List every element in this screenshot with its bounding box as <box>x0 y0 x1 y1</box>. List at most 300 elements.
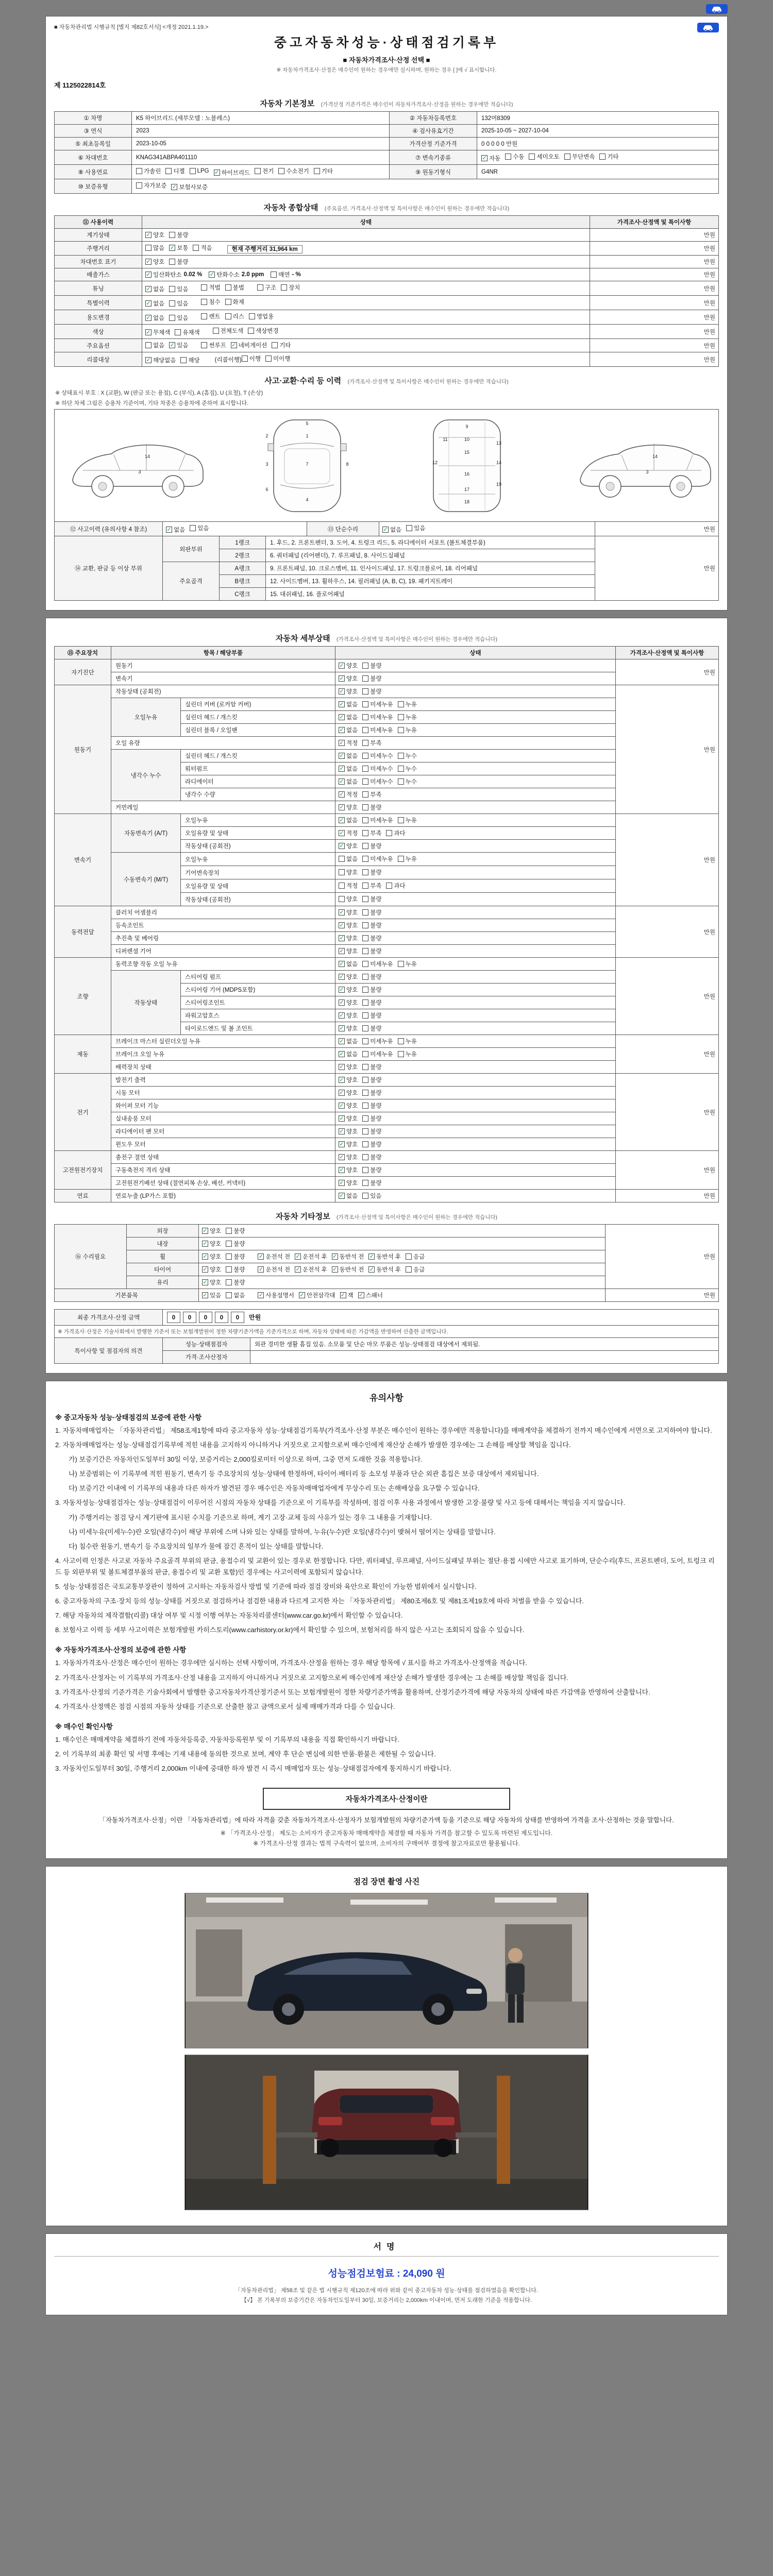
checkbox-box <box>529 154 535 160</box>
option-group <box>145 356 205 364</box>
checkbox-유채색[interactable] <box>175 328 199 336</box>
checkbox-box <box>398 1051 404 1057</box>
checkbox-양호[interactable] <box>339 1011 358 1020</box>
checkbox-label: 불량 <box>370 1103 382 1109</box>
checkbox-양호[interactable] <box>339 842 358 850</box>
option-group <box>339 998 386 1007</box>
checkbox-부족[interactable] <box>362 790 381 799</box>
checkbox-스패너[interactable] <box>358 1291 383 1299</box>
checkbox-적정[interactable] <box>339 739 358 747</box>
checkbox-보통[interactable] <box>169 244 188 252</box>
checkbox-없음[interactable] <box>339 1037 358 1045</box>
checkbox-있음[interactable] <box>169 314 188 322</box>
price-cell: 만원 <box>590 268 719 281</box>
checkbox-응급[interactable] <box>406 1265 425 1274</box>
checkbox-전체도색[interactable] <box>213 327 243 335</box>
checkbox-썬루프[interactable] <box>201 341 226 349</box>
checkbox-양호[interactable] <box>339 662 358 670</box>
diagram-part-number: 1 <box>306 433 309 438</box>
checkbox-label: 부족 <box>370 883 382 889</box>
checkbox-label: 디젤 <box>173 168 185 175</box>
checkbox-없음[interactable] <box>339 960 358 968</box>
part-label: 충전구 절연 상태 <box>111 1151 335 1164</box>
rank-parts: 6. 쿼터패널 (리어펜더), 7. 루프패널, 8. 사이드실패널 <box>266 549 595 562</box>
checkbox-구조[interactable] <box>257 283 276 292</box>
basic-section-header <box>54 98 719 109</box>
checkbox-있음[interactable] <box>190 524 209 532</box>
field-value: 0 0 0 0 0 만원 <box>477 138 719 150</box>
checkbox-무채색[interactable] <box>145 328 170 336</box>
checkbox-label: 이행 <box>249 356 261 362</box>
checkbox-양호[interactable] <box>339 998 358 1007</box>
checkbox-불량[interactable] <box>226 1227 245 1235</box>
checkbox-label: 없음 <box>346 715 358 721</box>
checkbox-label: 불량 <box>370 689 382 695</box>
checkbox-영업용[interactable] <box>249 312 274 320</box>
checkbox-미세누유[interactable] <box>362 726 393 734</box>
checkbox-양호[interactable] <box>339 1179 358 1187</box>
checkbox-매연[interactable] <box>271 270 303 279</box>
doc-number: 제 1125022814호 <box>54 81 106 89</box>
checkbox-동반석 후[interactable] <box>368 1265 401 1274</box>
checkbox-box <box>165 168 172 174</box>
exchange-panel-label: ⑭ 교환, 판금 등 이상 부위 <box>55 536 163 601</box>
price-cell: 만원 <box>590 242 719 256</box>
checkbox-보험사보증[interactable] <box>171 183 208 191</box>
notice-item: 5. 성능·상태점검은 국토교통부장관이 정하여 고시하는 자동차검사 방법 및 기준에 따라 점검 장비와 육안으로 확인이 가능한 범위에서 실시합니다. <box>55 1583 477 1591</box>
checkbox-label: 누수 <box>405 766 417 772</box>
checkbox-불량[interactable] <box>362 908 381 917</box>
checkbox-운전석 후[interactable] <box>295 1252 327 1261</box>
checkbox-양호[interactable] <box>339 1076 358 1084</box>
checkbox-양호[interactable] <box>202 1278 221 1286</box>
checkbox-불량[interactable] <box>362 895 381 903</box>
checkbox-양호[interactable] <box>339 803 358 811</box>
checkbox-없음[interactable] <box>339 1050 358 1058</box>
checkbox-label: 양호 <box>346 896 358 903</box>
checkbox-안전삼각대[interactable] <box>299 1291 335 1299</box>
checkbox-양호[interactable] <box>339 973 358 981</box>
checkbox-양호[interactable] <box>339 1140 358 1148</box>
checkbox-box <box>599 154 606 160</box>
checkbox-미세누수[interactable] <box>362 752 393 760</box>
checkbox-적법[interactable] <box>201 283 220 292</box>
checkbox-양호[interactable] <box>339 1127 358 1136</box>
checkbox-미세누수[interactable] <box>362 777 393 786</box>
checkbox-불량[interactable] <box>362 973 381 981</box>
checkbox-잭[interactable] <box>340 1291 354 1299</box>
checkbox-box: ✓ <box>339 1167 344 1173</box>
car-damage-diagram <box>54 409 719 521</box>
checkbox-불량[interactable] <box>362 1089 381 1097</box>
checkbox-장치[interactable] <box>281 283 300 292</box>
checkbox-많음[interactable] <box>145 244 164 252</box>
diagram-part-number: 2 <box>265 433 268 438</box>
checkbox-box: ✓ <box>359 1292 364 1298</box>
checkbox-label: 미세누유 <box>370 856 393 862</box>
checkbox-양호[interactable] <box>339 921 358 929</box>
checkbox-label: 안전삼각대 <box>306 1293 335 1299</box>
checkbox-box <box>398 856 404 862</box>
state-cell <box>335 827 616 840</box>
checkbox-수소전기[interactable] <box>278 167 309 175</box>
checkbox-없음[interactable] <box>339 700 358 708</box>
checkbox-양호[interactable] <box>339 1063 358 1071</box>
checkbox-value: 2.0 ppm <box>241 272 264 278</box>
option-group <box>202 1265 249 1274</box>
checkbox-불량[interactable] <box>362 842 381 850</box>
checkbox-box <box>281 284 287 291</box>
checkbox-동반석 후[interactable] <box>368 1252 401 1261</box>
checkbox-불법[interactable] <box>225 283 244 292</box>
checkbox-색상변경[interactable] <box>248 327 278 335</box>
checkbox-불량[interactable] <box>362 1153 381 1161</box>
checkbox-자동[interactable] <box>481 154 500 162</box>
checkbox-누수[interactable] <box>398 752 417 760</box>
diagram-part-number: 19 <box>496 482 502 487</box>
checkbox-부족[interactable] <box>362 829 381 837</box>
checkbox-적정[interactable] <box>339 829 358 837</box>
checkbox-label: 양호 <box>346 1167 358 1174</box>
state-cell <box>335 945 616 958</box>
field-label: ⑤ 최초등록일 <box>55 138 132 150</box>
checkbox-불량[interactable] <box>362 868 381 876</box>
checkbox-없음[interactable] <box>339 1192 358 1200</box>
checkbox-box <box>362 909 368 916</box>
checkbox-기타[interactable] <box>599 152 618 161</box>
checkbox-양호[interactable] <box>339 1166 358 1174</box>
checkbox-미이행[interactable] <box>265 354 290 363</box>
checkbox-누유[interactable] <box>398 700 417 708</box>
checkbox-LPG[interactable] <box>190 168 209 174</box>
checkbox-디젤[interactable] <box>165 167 184 175</box>
checkbox-자가보증[interactable] <box>136 181 166 190</box>
rank-label: 1랭크 <box>220 536 266 549</box>
checkbox-없음[interactable] <box>339 765 358 773</box>
price-cell: 만원 <box>606 1225 719 1289</box>
checkbox-label: 양호 <box>346 1103 358 1109</box>
checkbox-하이브리드[interactable] <box>214 168 250 177</box>
inspection-photo-2 <box>184 2055 589 2210</box>
checkbox-없음[interactable] <box>339 816 358 824</box>
checkbox-양호[interactable] <box>339 687 358 696</box>
checkbox-렌트[interactable] <box>201 312 220 320</box>
price-cell: 만원 <box>616 814 719 906</box>
checkbox-미세누유[interactable] <box>362 816 393 824</box>
checkbox-양호[interactable] <box>339 895 358 903</box>
checkbox-수동[interactable] <box>505 152 524 161</box>
checkbox-불량[interactable] <box>362 674 381 683</box>
option-group <box>339 726 422 734</box>
checkbox-없음[interactable] <box>339 713 358 721</box>
diagram-part-number: 13 <box>496 440 502 446</box>
column-header: 항목 / 해당부품 <box>111 647 335 659</box>
checkbox-해당[interactable] <box>180 356 199 364</box>
checkbox-불량[interactable] <box>362 1024 381 1032</box>
checkbox-누유[interactable] <box>398 960 417 968</box>
checkbox-불량[interactable] <box>362 1127 381 1136</box>
checkbox-label: 누유 <box>405 856 417 862</box>
checkbox-양호[interactable] <box>145 258 164 266</box>
checkbox-box: ✓ <box>339 753 344 759</box>
checkbox-운전석 전[interactable] <box>258 1265 290 1274</box>
checkbox-불량[interactable] <box>362 1101 381 1110</box>
checkbox-미세누수[interactable] <box>362 765 393 773</box>
checkbox-box: ✓ <box>172 184 177 190</box>
checkbox-불량[interactable] <box>362 998 381 1007</box>
price-basis-note: ※ 가격조사·산정은 기술사회에서 발행한 기준서 또는 보험개발원이 정한 차량기준가액을 기준가격으로 하며, 자동차 상태에 따른 가감액을 반영하여 산출한 금액입니다. <box>55 1326 719 1338</box>
checkbox-label: 없음 <box>346 961 358 968</box>
checkbox-label: 누유 <box>405 715 417 721</box>
checkbox-과다[interactable] <box>386 882 405 890</box>
checkbox-리스[interactable] <box>225 312 244 320</box>
checkbox-일산화탄소[interactable] <box>145 270 204 279</box>
checkbox-동반석 전[interactable] <box>332 1252 364 1261</box>
checkbox-있음[interactable] <box>362 1192 381 1200</box>
checkbox-누유[interactable] <box>398 726 417 734</box>
checkbox-해당없음[interactable] <box>145 356 176 364</box>
checkbox-화재[interactable] <box>225 298 244 306</box>
checkbox-양호[interactable] <box>339 947 358 955</box>
notice-item: 3. 자동차성능·상태점검자는 성능·상태점검이 이루어진 시점의 자동차 상태를 기준으로 이 기록부를 작성하며, 점검 이후 사용 과정에서 발생한 고장·불량 및 사고 등에 대해서는 책임을 지지 않습니다. <box>55 1499 626 1507</box>
checkbox-없음[interactable] <box>339 855 358 863</box>
checkbox-없음[interactable] <box>145 314 164 322</box>
checkbox-세미오토[interactable] <box>529 152 559 161</box>
checkbox-label: 과다 <box>394 831 406 837</box>
checkbox-양호[interactable] <box>339 1114 358 1123</box>
checkbox-box <box>386 883 392 889</box>
checkbox-불량[interactable] <box>362 687 381 696</box>
checkbox-기타[interactable] <box>272 341 291 349</box>
notice-item: 4. 가격조사·산정액은 점검 시점의 자동차 상태를 기준으로 산출한 참고 금액으로서 실제 매매가격과 다를 수 있습니다. <box>55 1702 395 1710</box>
state-cell <box>335 984 616 996</box>
option-group <box>339 829 410 837</box>
checkbox-양호[interactable] <box>339 986 358 994</box>
checkbox-label: 해당없음 <box>153 358 176 364</box>
field-value: K5 하이브리드 (세부모델 : 노블레스) <box>132 112 390 125</box>
checkbox-양호[interactable] <box>339 674 358 683</box>
field-options <box>132 179 719 194</box>
notice-item: 2. 자동차매매업자는 성능·상태점검기록부에 적힌 내용을 고지하지 아니하거나 거짓으로 고지함으로써 매수인에게 재산상 손해가 발생한 경우에는 그 손해를 배상할 책임을 집니다. <box>55 1441 571 1449</box>
checkbox-불량[interactable] <box>362 1140 381 1148</box>
checkbox-box <box>362 1064 368 1070</box>
checkbox-label: 불량 <box>370 663 382 669</box>
checkbox-label: 불량 <box>370 910 382 916</box>
checkbox-불량[interactable] <box>362 1076 381 1084</box>
notice-item: 2. 이 기록부의 최종 확인 및 서명 후에는 기재 내용에 동의한 것으로 보며, 계약 후 단순 변심에 의한 반품·환불은 제한될 수 있습니다. <box>55 1750 436 1758</box>
checkbox-box <box>265 355 272 362</box>
checkbox-양호[interactable] <box>339 1101 358 1110</box>
part-label: 실린더 헤드 / 개스킷 <box>181 711 335 724</box>
checkbox-적정[interactable] <box>339 882 358 890</box>
option-group <box>339 674 386 683</box>
checkbox-있음[interactable] <box>202 1291 221 1299</box>
checkbox-불량[interactable] <box>362 986 381 994</box>
checkbox-불량[interactable] <box>362 947 381 955</box>
checkbox-없음[interactable] <box>339 726 358 734</box>
checkbox-불량[interactable] <box>169 258 188 266</box>
state-cell <box>335 1164 616 1177</box>
checkbox-box: ✓ <box>339 1012 344 1019</box>
checkbox-응급[interactable] <box>406 1252 425 1261</box>
checkbox-양호[interactable] <box>339 868 358 876</box>
etc-section-title: 자동차 기타정보 <box>275 1212 330 1221</box>
checkbox-label: 응급 <box>413 1267 425 1273</box>
checkbox-box: ✓ <box>339 791 344 798</box>
checkbox-box <box>398 727 404 733</box>
checkbox-불량[interactable] <box>362 1179 381 1187</box>
checkbox-누유[interactable] <box>398 1050 417 1058</box>
checkbox-누수[interactable] <box>398 777 417 786</box>
state-cell <box>142 325 590 339</box>
checkbox-없음[interactable] <box>339 752 358 760</box>
checkbox-box <box>362 830 368 836</box>
part-label: 고전원전기배선 상태 (절연피복 손상, 배선, 커넥터) <box>111 1177 335 1190</box>
checkbox-적음[interactable] <box>193 244 212 252</box>
checkbox-불량[interactable] <box>362 934 381 942</box>
checkbox-불량[interactable] <box>226 1252 245 1261</box>
checkbox-양호[interactable] <box>145 231 164 239</box>
brand-badge[interactable] <box>706 4 728 14</box>
checkbox-불량[interactable] <box>226 1265 245 1274</box>
checkbox-무단변속[interactable] <box>564 152 595 161</box>
checkbox-불량[interactable] <box>362 1114 381 1123</box>
checkbox-과다[interactable] <box>386 829 405 837</box>
checkbox-양호[interactable] <box>202 1240 221 1248</box>
checkbox-box <box>201 342 207 348</box>
checkbox-누유[interactable] <box>398 816 417 824</box>
checkbox-미세누유[interactable] <box>362 1050 393 1058</box>
checkbox-있음[interactable] <box>406 524 425 532</box>
part-label: 오일유량 및 상태 <box>181 827 335 840</box>
doc-title: 중고자동차성능·상태점검기록부 <box>274 36 499 50</box>
checkbox-불량[interactable] <box>362 1166 381 1174</box>
option-group <box>201 298 248 306</box>
device-group-label: 동력전달 <box>55 906 111 958</box>
checkbox-label: 침수 <box>209 299 221 306</box>
checkbox-불량[interactable] <box>362 921 381 929</box>
checkbox-label: 동반석 후 <box>376 1267 401 1273</box>
checkbox-기타[interactable] <box>314 167 333 175</box>
checkbox-누유[interactable] <box>398 713 417 721</box>
checkbox-양호[interactable] <box>339 1024 358 1032</box>
checkbox-사용설명서[interactable] <box>258 1291 294 1299</box>
checkbox-양호[interactable] <box>202 1252 221 1261</box>
state-cell <box>335 1125 616 1138</box>
checkbox-양호[interactable] <box>339 934 358 942</box>
checkbox-운전석 후[interactable] <box>295 1265 327 1274</box>
checkbox-box: ✓ <box>170 342 175 348</box>
checkbox-box <box>398 766 404 772</box>
checkbox-있음[interactable] <box>169 341 188 349</box>
checkbox-양호[interactable] <box>339 1153 358 1161</box>
table-row <box>55 1310 719 1326</box>
checkbox-부족[interactable] <box>362 739 381 747</box>
notice-item: 나) 미세누유(미세누수)란 오일(냉각수)이 해당 부위에 스며 나와 있는 상태를 말하며, 누유(누수)란 오일(냉각수)이 맺혀서 떨어지는 상태를 말합니다. <box>69 1528 496 1536</box>
checkbox-없음[interactable] <box>339 777 358 786</box>
checkbox-적정[interactable] <box>339 790 358 799</box>
part-label: 윈도우 모터 <box>111 1138 335 1151</box>
checkbox-box: ✓ <box>339 701 344 707</box>
checkbox-불량[interactable] <box>362 1063 381 1071</box>
checkbox-없음[interactable] <box>145 285 164 293</box>
checkbox-box: ✓ <box>146 329 151 335</box>
diagram-part-number: 3 <box>138 469 141 474</box>
checkbox-있음[interactable] <box>169 285 188 293</box>
checkbox-box: ✓ <box>369 1266 374 1273</box>
checkbox-누유[interactable] <box>398 855 417 863</box>
checkbox-label: 매연 <box>278 272 290 278</box>
brand-badge-2[interactable] <box>697 23 719 32</box>
checkbox-불량[interactable] <box>226 1278 245 1286</box>
checkbox-부족[interactable] <box>362 882 381 890</box>
checkbox-동반석 전[interactable] <box>332 1265 364 1274</box>
checkbox-없음[interactable] <box>166 526 185 534</box>
checkbox-미세누유[interactable] <box>362 960 393 968</box>
accident-history-options <box>163 522 307 536</box>
price-definition-note: ※ 「가격조사·산정」 제도는 소비자가 중고자동차 매매계약을 체결할 때 자동차 가격을 참고할 수 있도록 마련된 제도입니다. <box>220 1829 553 1837</box>
field-value: 2025-10-05 ~ 2027-10-04 <box>477 125 719 138</box>
checkbox-누수[interactable] <box>398 765 417 773</box>
checkbox-label: 기타 <box>321 168 333 175</box>
checkbox-미세누유[interactable] <box>362 713 393 721</box>
accident-section-title: 사고·교환·수리 등 이력 <box>264 377 342 385</box>
checkbox-box <box>213 328 219 334</box>
checkbox-네비게이션[interactable] <box>231 341 267 349</box>
checkbox-양호[interactable] <box>202 1265 221 1274</box>
checkbox-불량[interactable] <box>362 803 381 811</box>
checkbox-box <box>201 299 207 305</box>
checkbox-이행[interactable] <box>242 354 261 363</box>
checkbox-box <box>362 663 368 669</box>
checkbox-불량[interactable] <box>169 231 188 239</box>
checkbox-운전석 전[interactable] <box>258 1252 290 1261</box>
checkbox-전기[interactable] <box>255 167 274 175</box>
checkbox-침수[interactable] <box>201 298 220 306</box>
checkbox-없음[interactable] <box>145 299 164 308</box>
checkbox-미세누유[interactable] <box>362 855 393 863</box>
checkbox-탄화수소[interactable] <box>209 270 266 279</box>
checkbox-box <box>201 313 207 319</box>
checkbox-불량[interactable] <box>362 1011 381 1020</box>
checkbox-없음[interactable] <box>145 341 164 349</box>
checkbox-없음[interactable] <box>226 1291 245 1299</box>
checkbox-없음[interactable] <box>382 526 401 534</box>
checkbox-불량[interactable] <box>362 662 381 670</box>
checkbox-있음[interactable] <box>169 299 188 308</box>
checkbox-box <box>190 168 196 174</box>
checkbox-양호[interactable] <box>339 1089 358 1097</box>
state-cell <box>335 932 616 945</box>
checkbox-label: 기타 <box>279 343 291 349</box>
checkbox-box <box>190 525 196 531</box>
checkbox-양호[interactable] <box>339 908 358 917</box>
state-cell <box>335 724 616 737</box>
checkbox-누유[interactable] <box>398 1037 417 1045</box>
checkbox-box <box>362 1167 368 1173</box>
checkbox-label: 있음 <box>177 315 189 321</box>
checkbox-미세누유[interactable] <box>362 1037 393 1045</box>
checkbox-가솔린[interactable] <box>136 167 161 175</box>
checkbox-양호[interactable] <box>202 1227 221 1235</box>
checkbox-label: 탄화수소 <box>216 272 240 278</box>
option-group <box>339 1179 386 1187</box>
checkbox-불량[interactable] <box>226 1240 245 1248</box>
checkbox-box: ✓ <box>332 1266 338 1273</box>
checkbox-label: 양호 <box>346 974 358 980</box>
rank-parts: 9. 프론트패널, 10. 크로스멤버, 11. 인사이드패널, 17. 트렁크플로어, 18. 리어패널 <box>266 562 595 575</box>
checkbox-미세누유[interactable] <box>362 700 393 708</box>
